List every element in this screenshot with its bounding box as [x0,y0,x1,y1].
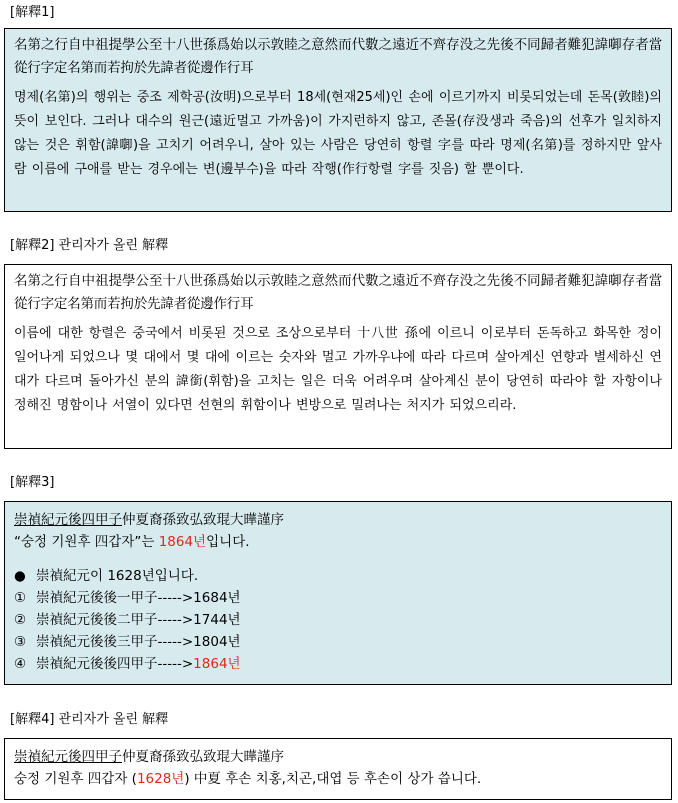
section-2-hanja: 名第之行自中祖提學公至十八世孫爲始以示敦睦之意然而代數之遠近不齊存没之先後不同歸者難犯諱啣存者當從行字定名第而若拘於先諱者從邊作行耳 [14,273,662,312]
list-item-year: 1684년 [193,590,241,606]
bullet-line [14,565,662,587]
list-item [14,631,662,653]
section-1-hanja: 名第之行自中祖提學公至十八世孫爲始以示敦睦之意然而代數之遠近不齊存没之先後不同歸者難犯諱啣存者當從行字定名第而若拘於先諱者從邊作行耳 [14,37,662,76]
section-2-box [4,264,672,449]
section-1-label: [解釋1] [10,5,55,20]
list-item [14,587,662,609]
explanation-pre: “숭정 기원후 四갑자”는 [14,534,159,550]
section-4-box [4,738,672,800]
list-item-text: 崇禎紀元後後四甲子-----> [36,656,194,672]
section-4-preface-line [14,746,662,768]
section-3-explanation-line [14,531,662,553]
list-item-year: 1744년 [193,612,241,628]
section-3-box [4,501,672,685]
explanation-pre: 숭정 기원후 四갑자 ( [14,771,137,787]
list-item-text: 崇禎紀元後後三甲子-----> [36,634,194,650]
preface-rest: 仲夏裔孫致弘致琨大曄謹序 [122,749,284,765]
preface-date-underlined: 崇禎紀元後四甲子 [14,749,122,765]
bullet-icon: ● [14,568,26,584]
number-2-icon: ② [14,612,27,628]
list-item-year-highlight: 1864년 [193,656,241,672]
list-item-year: 1804년 [193,634,241,650]
section-2-label: [解釋2] 관리자가 올린 解釋 [10,238,169,253]
bullet-text: 崇禎紀元이 1628년입니다. [36,568,199,584]
preface-rest: 仲夏裔孫致弘致琨大曄謹序 [122,512,284,528]
section-4-label: [解釋4] 관리자가 올린 解釋 [10,712,169,727]
section-1-box [4,28,672,212]
preface-date-underlined: 崇禎紀元後四甲子 [14,512,122,528]
explanation-year-highlight: 1628년 [136,771,185,787]
list-item-text: 崇禎紀元後後二甲子-----> [36,612,194,628]
list-item [14,609,662,631]
section-3-label: [解釋3] [10,475,55,490]
section-1-translation: 명제(名第)의 행위는 중조 제학공(汝明)으로부터 18세(현재25세)인 손에 이르기까지 비롯되었는데 돈목(敦睦)의 뜻이 보인다. 그러나 대수의 원근(遠近멀고 가까움)이 가지런하지 않고, 존몰(存没생과 죽음)의 선후가 일치하지 않는 것은 휘함(諱啣)을 고치기 어려우니, 살아 있는 사람은 당연히 항렬 字를 따라 명제(名第)를 정하지만 앞사람 이름에 구애를 받는 경우에는 변(邊부수)을 따라 작행(作行항렬 字를 짓음) 할 뿐이다. [14,90,662,177]
list-item-text: 崇禎紀元後後一甲子-----> [36,590,194,606]
list-item [14,653,662,675]
number-1-icon: ① [14,590,27,606]
explanation-year-highlight: 1864년 [158,534,207,550]
number-4-icon: ④ [14,656,27,672]
section-3-preface-line [14,509,662,531]
explanation-post: 입니다. [206,534,250,550]
number-3-icon: ③ [14,634,27,650]
explanation-post: ) 中夏 후손 치홍,치곤,대엽 등 후손이 상가 씁니다. [184,771,482,787]
section-4-explanation-line [14,768,662,790]
section-2-translation: 이름에 대한 항렬은 중국에서 비롯된 것으로 조상으로부터 十八世 孫에 이르니 이로부터 돈독하고 화목한 정이 일어나게 되었으나 몇 대에서 몇 대에 이르는 숫자와 멀고 가까우냐에 따라 다르며 살아계신 연향과 별세하신 연대가 다르며 돌아가신 분의 諱銜(휘함)을 고치는 일은 더욱 어려우며 살아계신 분이 당연히 따라야 할 자항이나 정해진 명함이나 서열이 있다면 선현의 휘함이나 변방으로 밀려나는 처지가 되었으리라. [14,326,662,413]
